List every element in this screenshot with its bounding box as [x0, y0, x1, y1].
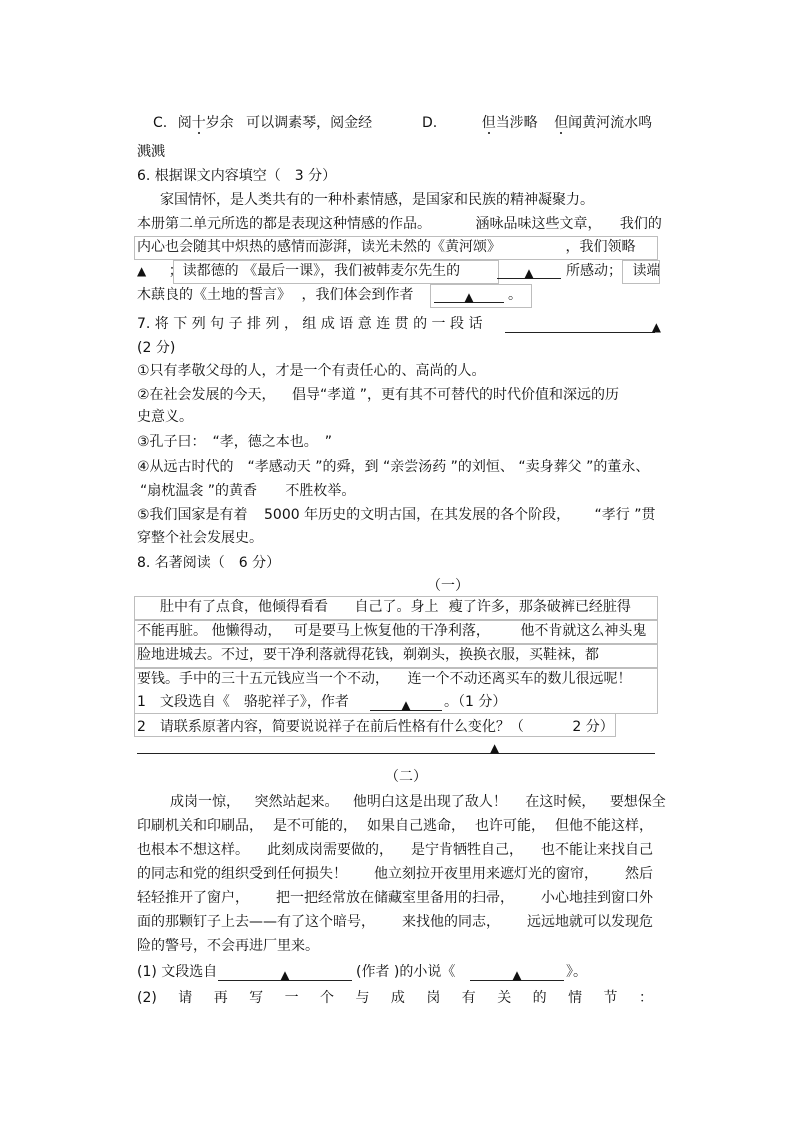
- q7-title: 7. 将 下 列 句 子 排 列 ， 组 成 语 意 连 贯 的 一 段 话: [137, 316, 483, 332]
- q7-sentence-2-cont: 史意义。: [137, 409, 193, 425]
- excerpt2-q2-char: 节: [603, 990, 618, 1006]
- excerpt2-q2-char: 再: [213, 990, 228, 1006]
- q6-line4-end: 所感动； 读端: [566, 263, 661, 279]
- excerpt2-q2-char: 成: [390, 990, 405, 1006]
- q7-sentence-4: ④从远古时代的 “孝感动天 ”的舜，到 “亲尝汤药 ”的刘恒、 “卖身葬父 ”的董永、: [137, 459, 650, 475]
- excerpt1-q1: 1 文段选自《 骆驼祥子》，作者: [137, 694, 349, 710]
- q7-sentence-3: ③孔子曰： “孝，德之本也。 ”: [137, 434, 333, 450]
- q6-line5: 木蕻良的《土地的誓言》 ，我们体会到作者: [137, 287, 414, 303]
- excerpt2-q1: (1) 文段选自: [137, 964, 218, 980]
- excerpt2-q2-char: 写: [249, 990, 264, 1006]
- excerpt2-q2-char: 关: [497, 990, 512, 1006]
- excerpt1-line3: 脸地进城去。不过，要干净利落就得花钱，剃剃头，换换衣服，买鞋袜，都: [137, 647, 599, 663]
- q6-line2: 本册第二单元所选的都是表现这种情感的作品。 涵咏品味这些文章， 我们的: [137, 216, 662, 232]
- q8-part-2-heading: （二）: [385, 769, 427, 785]
- q6-blank-1[interactable]: ▲: [497, 264, 561, 279]
- excerpt2-q2-char: 个: [320, 990, 335, 1006]
- excerpt2-q2-char: 情: [568, 990, 583, 1006]
- option-d: D. 但当涉略 但闻黄河流水鸣: [422, 115, 653, 131]
- q6-box-3: [622, 260, 660, 284]
- excerpt2-line5: 轻轻推开了窗户， 把一把经常放在储藏室里备用的扫帚， 小心地挂到窗口外: [137, 890, 653, 906]
- q6-line4: ▲ ；读都德的 《最后一课》，我们被韩麦尔先生的: [137, 263, 461, 279]
- excerpt1-line4: 要钱。手中的三十五元钱应当一个不动， 连一个不动还离买车的数儿很远呢！: [137, 671, 632, 687]
- excerpt2-q2-char: (2): [137, 990, 157, 1006]
- option-c: C. 阅十岁余 可以调素琴，阅金经: [153, 115, 373, 131]
- q6-line3: 内心也会随其中炽热的感情而澎湃，读光未然的《黄河颂》 ，我们领略: [137, 239, 636, 255]
- excerpt2-q2-char: 与: [355, 990, 370, 1006]
- q6-title: 6. 根据课文内容填空（ 3 分）: [137, 168, 337, 184]
- novel-title-blank[interactable]: ▲: [470, 966, 564, 981]
- excerpt2-line7: 险的警号，不会再进厂里来。: [137, 938, 319, 954]
- q7-score: (2 分): [137, 340, 176, 356]
- q6-line5-end: 。: [508, 287, 522, 303]
- option-d-cont: 溅溅: [137, 144, 165, 160]
- excerpt1-q2: 2 请联系原著内容，简要说说祥子在前后性格有什么变化？（ 2 分）: [137, 719, 614, 735]
- author-blank-2[interactable]: ▲: [218, 966, 352, 981]
- q7-sentence-1: ①只有孝敬父母的人，才是一个有责任心的、高尚的人。: [137, 363, 486, 379]
- excerpt2-q1-mid: (作者 )的小说《: [356, 964, 456, 980]
- answer-line-1[interactable]: [137, 753, 655, 754]
- excerpt2-line3: 也根本不想这样。 此刻成岗需要做的， 是宁肯牺牲自己， 也不能让来找自己: [137, 842, 653, 858]
- excerpt2-q2-char: ：: [638, 990, 653, 1006]
- q6-box-2: [173, 260, 499, 284]
- excerpt1-line2: 不能再脏。 他懒得动， 可是要马上恢复他的干净利落， 他不肯就这么神头鬼: [137, 623, 647, 639]
- q6-blank-2[interactable]: ▲: [434, 288, 504, 303]
- excerpt2-q2: [137, 988, 653, 1008]
- excerpt2-line6: 面的那颗钉子上去——有了这个暗号， 来找他的同志， 远远地就可以发现危: [137, 914, 653, 930]
- q7-answer-blank[interactable]: ▲: [505, 318, 655, 333]
- excerpt2-q1-end: 》。: [566, 964, 587, 980]
- excerpt2-q2-char: 一: [284, 990, 299, 1006]
- q7-sentence-2: ②在社会发展的今天， 倡导“孝道 ”，更有其不可替代的时代价值和深远的历: [137, 387, 619, 403]
- q7-sentence-5: ⑤我们国家是有着 5000 年历史的文明古国，在其发展的各个阶段， “孝行 ”贯: [137, 507, 656, 523]
- q8-part-1-heading: （一）: [427, 578, 469, 594]
- excerpt2-line1: 成岗一惊， 突然站起来。 他明白这是出现了敌人！ 在这时候， 要想保全: [170, 794, 666, 810]
- q8-title: 8. 名著阅读（ 6 分）: [137, 555, 281, 571]
- author-blank-1[interactable]: ▲: [370, 696, 442, 711]
- excerpt1-q1-end: 。（1 分）: [444, 694, 507, 710]
- answer-line-1-marker: ▲: [490, 741, 500, 755]
- excerpt2-line2: 印刷机关和印刷品， 是不可能的， 如果自己逃命， 也许可能， 但他不能这样，: [137, 818, 653, 834]
- q7-sentence-4-cont: “扇枕温衾 ”的黄香 不胜枚举。: [140, 483, 356, 499]
- excerpt2-q2-char: 岗: [426, 990, 441, 1006]
- excerpt2-q2-char: 有: [461, 990, 476, 1006]
- excerpt2-line4: 的同志和党的组织受到任何损失！ 他立刻拉开夜里用来遮灯光的窗帘， 然后: [137, 866, 653, 882]
- excerpt2-q2-char: 的: [532, 990, 547, 1006]
- q7-sentence-5-cont: 穿整个社会发展史。: [137, 530, 263, 546]
- excerpt2-q2-char: 请: [178, 990, 193, 1006]
- q6-line1: 家国情怀，是人类共有的一种朴素情感，是国家和民族的精神凝聚力。: [160, 192, 594, 208]
- excerpt1-line1: 肚中有了点食，他倾得看看 自己了。身上 瘦了许多，那条破裤已经脏得: [160, 599, 631, 615]
